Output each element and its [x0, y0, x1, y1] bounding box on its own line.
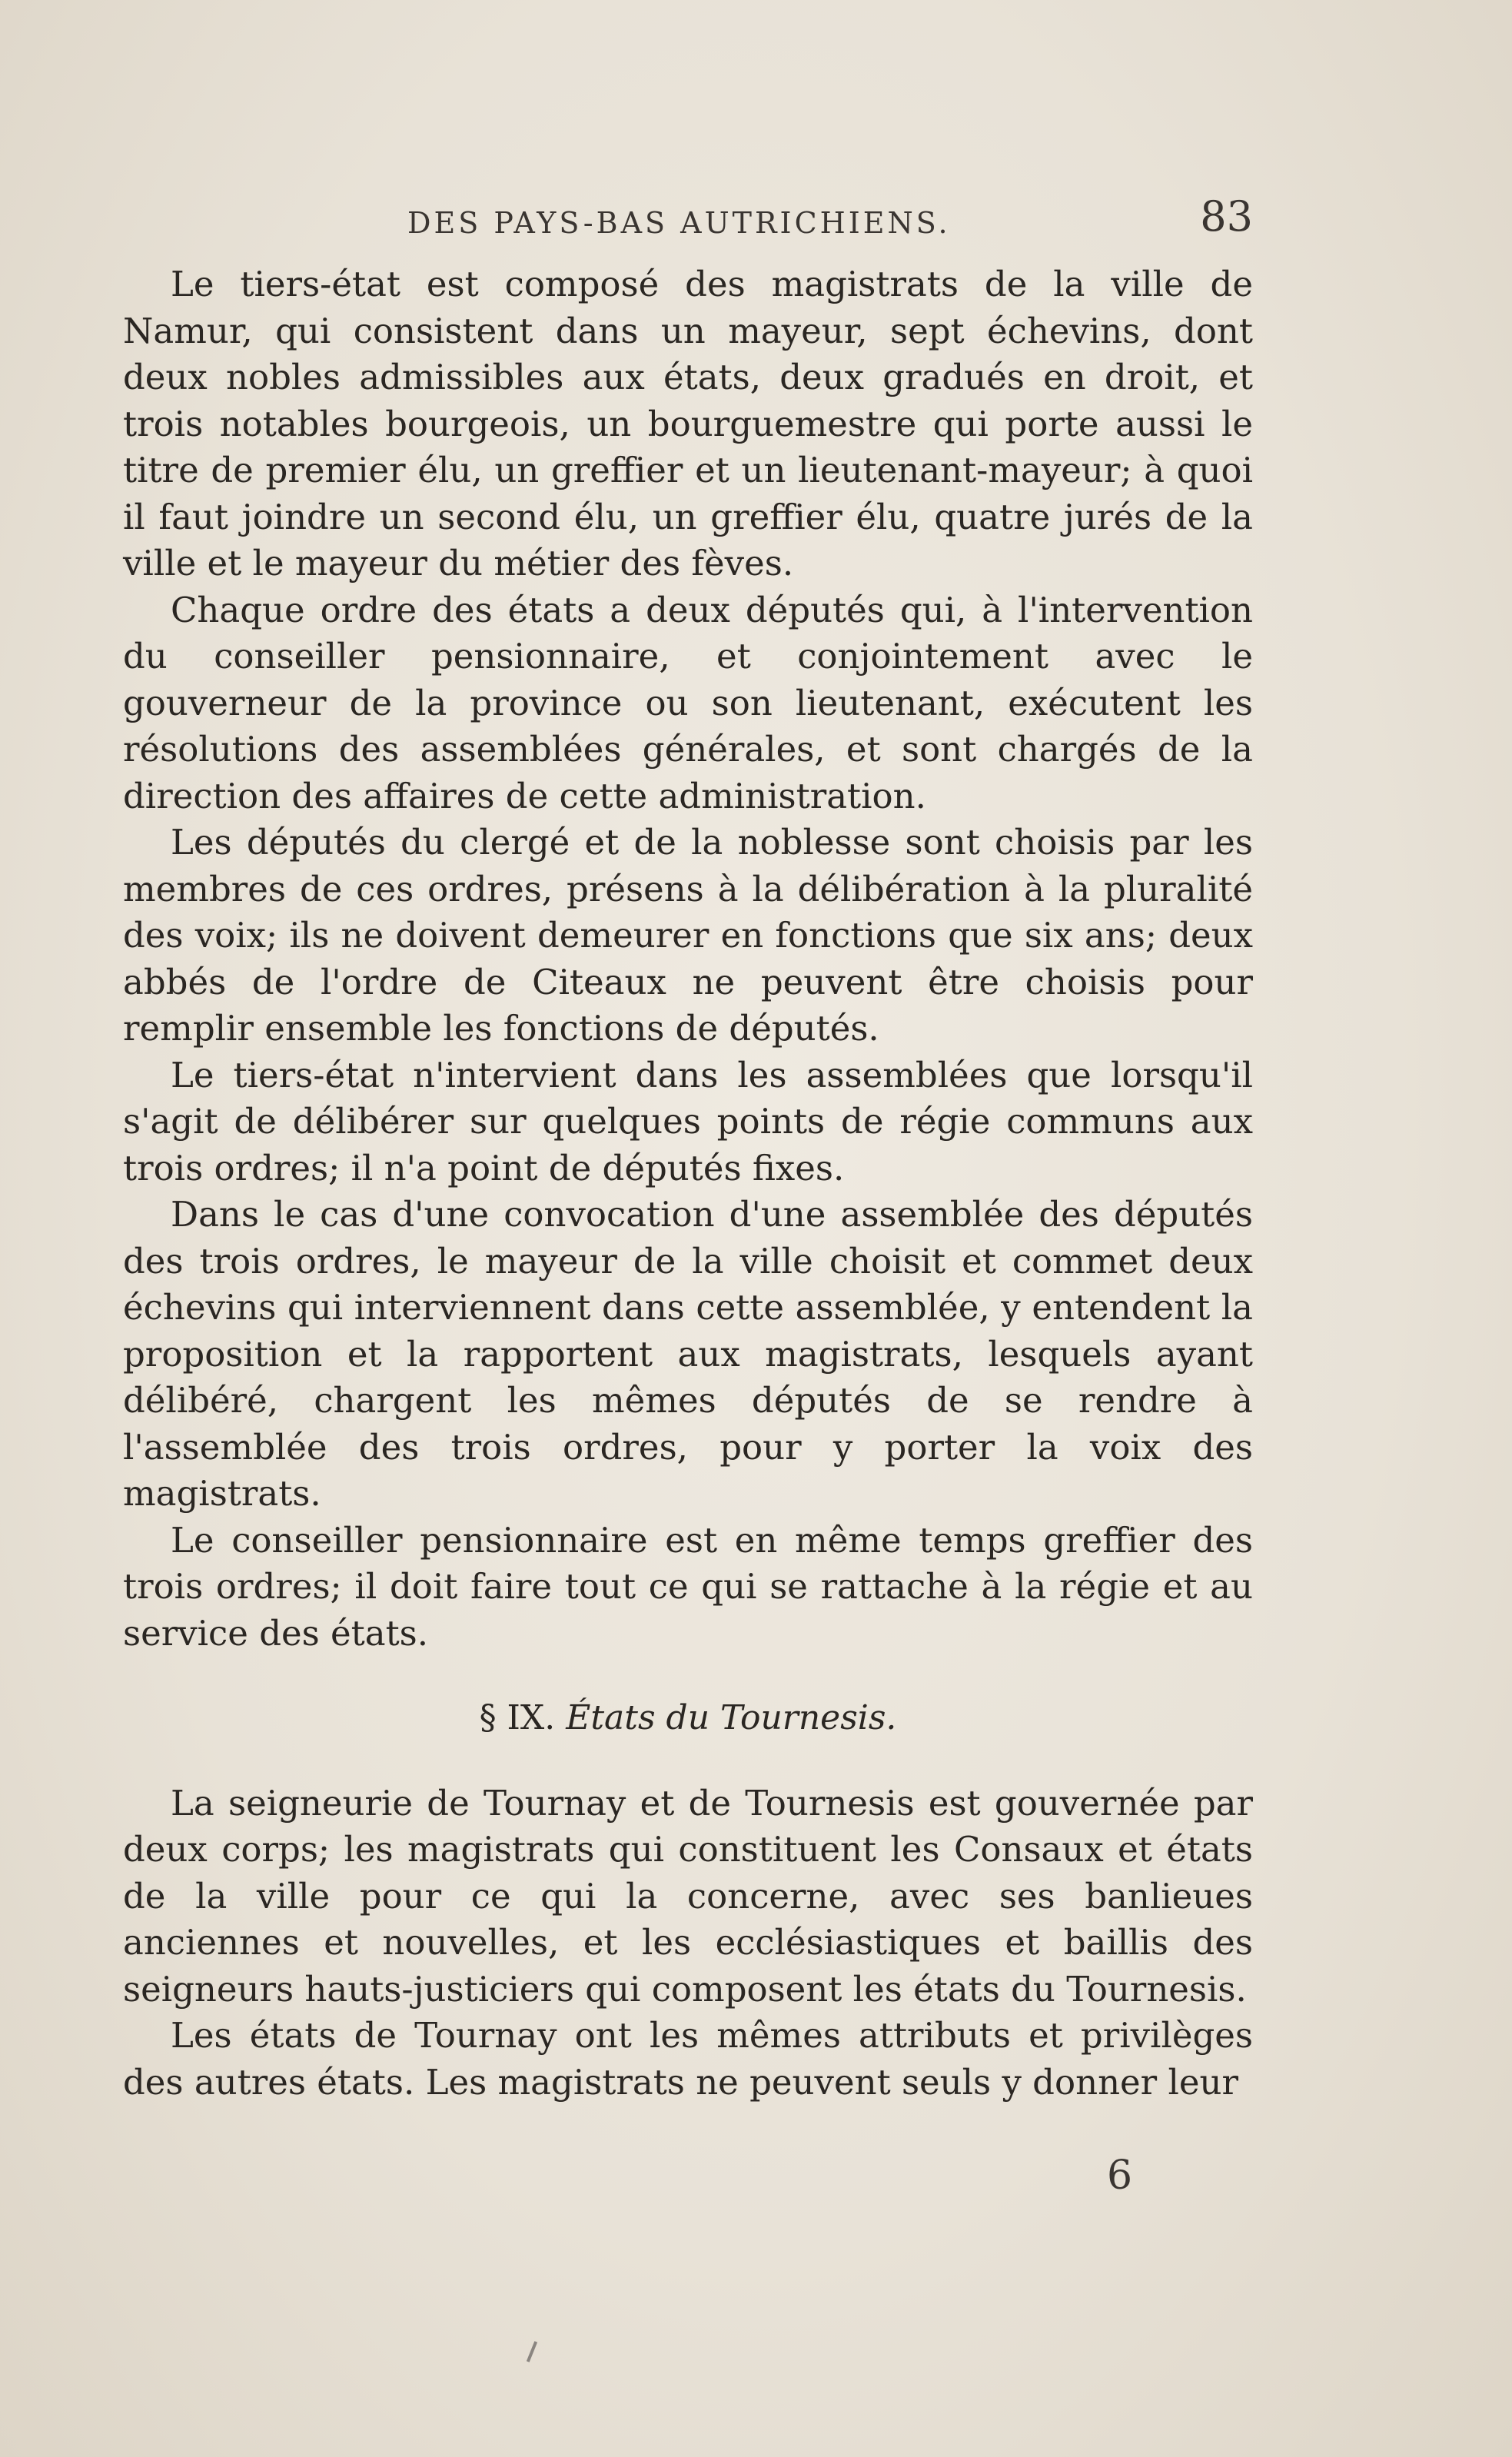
- paragraph: Le tiers-état n'intervient dans les assemblées que lorsqu'il s'agit de délibérer sur quelques points de régie communs aux trois ordres; il n'a point de députés fixes.: [123, 1054, 1253, 1189]
- page-number: 83: [1200, 192, 1253, 241]
- body-text: [123, 261, 1253, 2106]
- paragraph: Les états de Tournay ont les mêmes attributs et privilèges des autres états. Les magistrats ne peuvent seuls y donner leur: [123, 2015, 1253, 2103]
- section-title: États du Tournesis.: [566, 1698, 897, 1737]
- running-head: [123, 192, 1253, 254]
- paragraph: Le tiers-état est composé des magistrats de la ville de Namur, qui consistent dans un mayeur, sept échevins, dont deux nobles admissibles aux états, deux gradués en droit, et trois notables bourgeois, un bourguemestre qui porte aussi le titre de premier élu, un greffier et un lieutenant-mayeur; à quoi il faut joindre un second élu, un greffier élu, quatre jurés de la ville et le mayeur du métier des fèves.: [123, 264, 1253, 583]
- paragraph: Chaque ordre des états a deux députés qui, à l'intervention du conseiller pensionnaire, et conjointement avec le gouverneur de la province ou son lieutenant, exécutent les résolutions des assemblées générales, et sont chargés de la direction des affaires de cette administration.: [123, 589, 1253, 816]
- signature-mark: 6: [1107, 2153, 1133, 2199]
- section-number: § IX.: [479, 1698, 556, 1737]
- running-title: DES PAYS-BAS AUTRICHIENS.: [407, 206, 951, 240]
- section-heading: [123, 1695, 1253, 1742]
- paragraph: La seigneurie de Tournay et de Tournesis est gouvernée par deux corps; les magistrats qui constituent les Consaux et états de la ville pour ce qui la concerne, avec ses banlieues anciennes et nouvelles, et les ecclésiastiques et baillis des seigneurs hauts-justiciers qui composent les états du Tournesis.: [123, 1782, 1253, 2010]
- paragraph: Le conseiller pensionnaire est en même temps greffier des trois ordres; il doit faire tout ce qui se rattache à la régie et au service des états.: [123, 1519, 1253, 1654]
- ink-speck: [527, 2341, 537, 2362]
- paragraph: Dans le cas d'une convocation d'une assemblée des députés des trois ordres, le mayeur de la ville choisit et commet deux échevins qui interviennent dans cette assemblée, y entendent la proposition et la rapportent aux magistrats, lesquels ayant délibéré, chargent les mêmes députés de se rendre à l'assemblée des trois ordres, pour y porter la voix des magistrats.: [123, 1194, 1253, 1514]
- paragraph: Les députés du clergé et de la noblesse sont choisis par les membres de ces ordres, présens à la délibération à la pluralité des voix; ils ne doivent demeurer en fonctions que six ans; deux abbés de l'ordre de Citeaux ne peuvent être choisis pour remplir ensemble les fonctions de députés.: [123, 822, 1253, 1049]
